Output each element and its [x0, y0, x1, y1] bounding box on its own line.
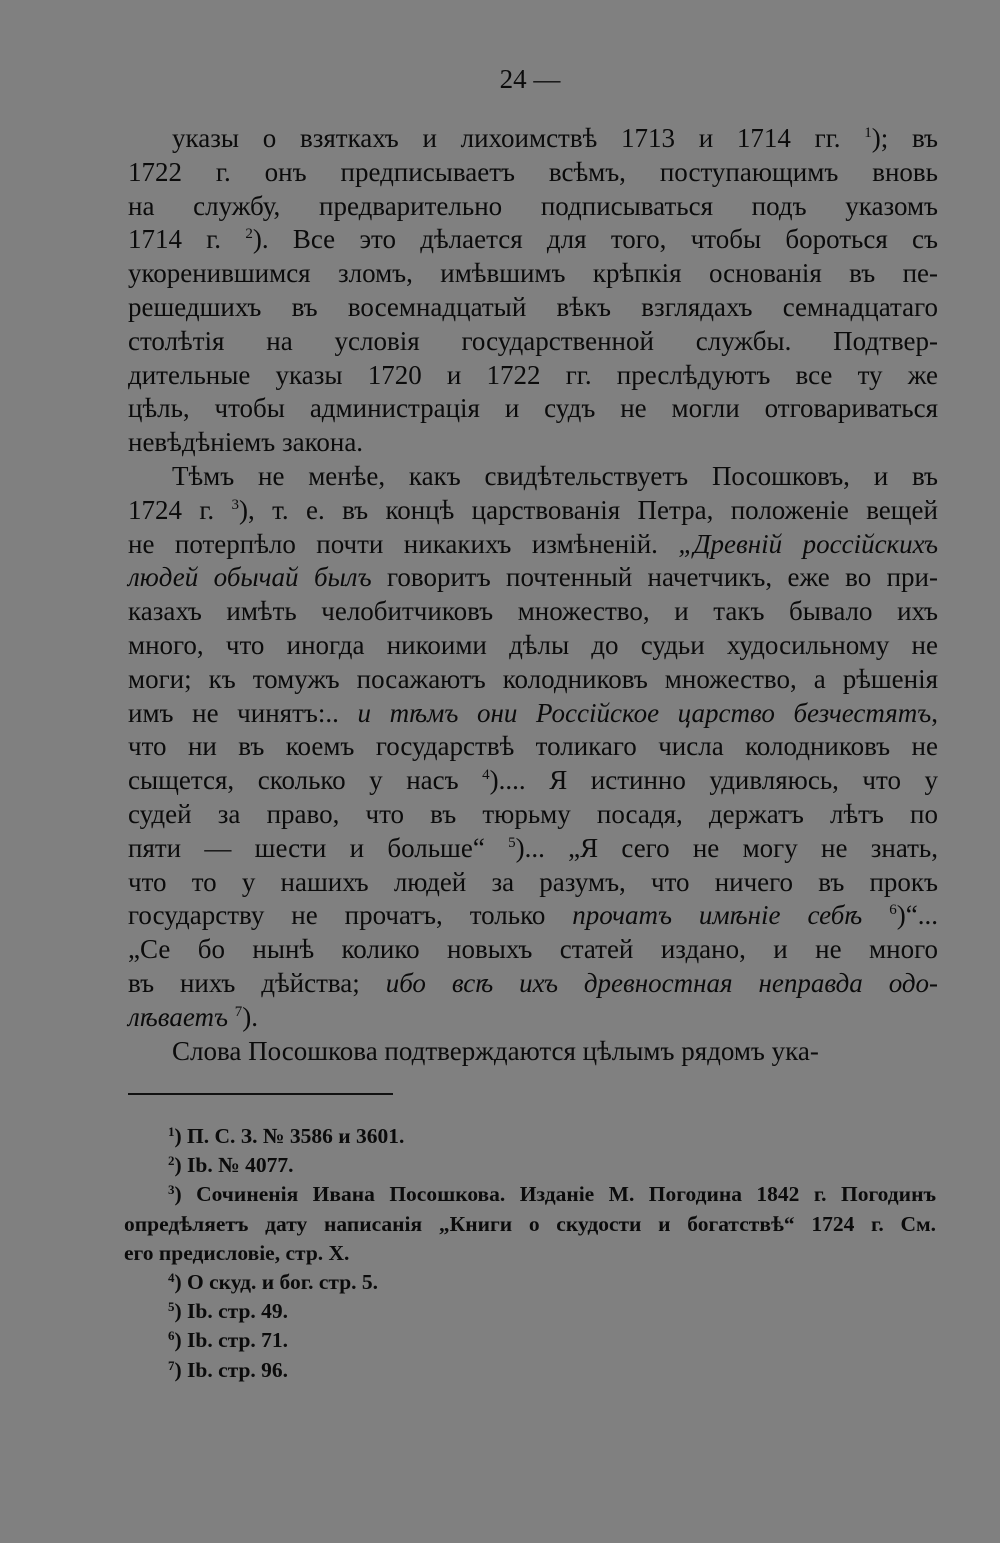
text-line	[128, 967, 938, 1001]
paragraph	[128, 122, 938, 460]
text-segment: говоритъ почтенный начетчикъ, еже во при-	[371, 562, 938, 593]
text-segment: казахъ имѣть челобитчиковъ множество, и такъ бывало ихъ	[128, 596, 938, 627]
text-line	[128, 460, 938, 494]
text-line	[128, 291, 938, 325]
text-segment: ). Все это дѣлается для того, чтобы бороться съ	[252, 224, 938, 255]
footnote-line	[124, 1268, 936, 1297]
footnote-divider	[128, 1093, 393, 1095]
text-segment: укоренившимся зломъ, имѣвшимъ крѣпкія основанія въ пе-	[128, 258, 938, 289]
text-line	[128, 595, 938, 629]
text-line	[128, 663, 938, 697]
footnote-line	[124, 1297, 936, 1326]
footnote	[124, 1297, 936, 1326]
footnote-line	[124, 1356, 936, 1385]
footnote-line	[124, 1326, 936, 1355]
main-text	[128, 122, 938, 1068]
text-segment: дительные указы 1720 и 1722 гг. преслѣдуютъ все ту же	[128, 359, 938, 390]
text-line	[128, 730, 938, 764]
italic-quote: лѣваетъ	[128, 1001, 228, 1032]
text-line	[128, 426, 938, 460]
text-segment: не потерпѣло почти никакихъ измѣненій.	[128, 528, 679, 559]
text-segment: сыщется, сколько у насъ	[128, 765, 483, 796]
text-segment: имъ не чинятъ:..	[128, 697, 358, 728]
text-line	[128, 561, 938, 595]
text-segment: Тѣмъ не менѣе, какъ свидѣтельствуетъ Посошковъ, и въ	[172, 460, 938, 491]
footnote-mark: 7	[168, 1357, 175, 1373]
text-line	[128, 257, 938, 291]
italic-quote: и тѣмъ они Россійское царство безчестятъ	[357, 697, 932, 728]
text-line	[128, 528, 938, 562]
text-line	[128, 764, 938, 798]
text-line	[128, 190, 938, 224]
footnote-text: ) О скуд. и бог. стр. 5.	[174, 1270, 379, 1295]
footnote-text: ) Ib. стр. 96.	[174, 1357, 289, 1382]
italic-quote: людей обычай былъ	[128, 562, 372, 593]
footnote-text: ) Ib. № 4077.	[174, 1153, 294, 1178]
text-segment: ).... Я истинно удивляюсь, что у	[489, 765, 939, 796]
footnote-reference: 2	[245, 226, 253, 243]
text-line	[128, 866, 938, 900]
footnote	[124, 1268, 936, 1297]
text-line	[128, 832, 938, 866]
footnote	[124, 1122, 936, 1151]
footnote-mark: 4	[168, 1270, 175, 1286]
text-segment: Слова Посошкова подтверждаются цѣлымъ рядомъ ука-	[172, 1035, 819, 1066]
text-line	[128, 798, 938, 832]
footnote-mark: 3	[168, 1182, 175, 1198]
text-segment: моги; къ томужъ посажаютъ колодниковъ множество, а рѣшенія	[128, 663, 938, 694]
text-segment: 1714 г.	[128, 224, 246, 255]
footnote-reference: 1	[864, 125, 872, 141]
text-line	[128, 697, 938, 731]
text-line	[128, 629, 938, 663]
text-segment: ,	[931, 697, 938, 728]
page-number: 24 —	[499, 64, 561, 94]
text-line	[128, 325, 938, 359]
paragraph	[128, 1035, 938, 1069]
text-line	[128, 156, 938, 190]
text-line	[128, 122, 938, 156]
text-segment: на службу, предварительно подписываться подъ указомъ	[128, 190, 938, 221]
text-segment: что ни въ коемъ государствѣ толикаго числа колодниковъ не	[128, 731, 938, 762]
text-segment: невѣдѣніемъ закона.	[128, 427, 364, 458]
text-segment: что то у нашихъ людей за разумъ, что ничего въ прокъ	[128, 866, 938, 897]
text-line	[128, 933, 938, 967]
text-segment: решедшихъ въ восемнадцатый вѣкъ взглядахъ семнадцатаго	[128, 291, 938, 322]
text-segment	[228, 1002, 235, 1032]
text-line	[128, 494, 938, 528]
footnote-text: ) Сочиненія Ивана Посошкова. Изданіе М. Погодина 1842 г. Погодинъ	[174, 1182, 936, 1207]
footnote	[124, 1180, 936, 1268]
text-segment: государству не прочатъ, только	[128, 900, 573, 931]
footnote-mark: 5	[168, 1299, 175, 1315]
text-segment: 1722 г. онъ предписываетъ всѣмъ, поступающимъ вновь	[128, 156, 938, 187]
footnote-reference: 6	[889, 902, 897, 919]
text-line	[128, 392, 938, 426]
text-segment: )“...	[896, 900, 939, 931]
footnote-reference: 5	[508, 834, 516, 851]
footnote-reference: 4	[482, 767, 490, 784]
italic-quote: „Древній россійскихъ	[678, 528, 939, 559]
text-segment: ), т. е. въ концѣ царствованія Петра, положеніе вещей	[239, 494, 938, 525]
footnote-line	[124, 1151, 936, 1180]
footnote-mark: 6	[168, 1328, 175, 1344]
text-segment: ).	[242, 1001, 258, 1032]
footnote-line: его предисловіе, стр. X.	[124, 1240, 350, 1265]
paragraph	[128, 460, 938, 1035]
footnote-text: ) Ib. стр. 71.	[174, 1328, 289, 1353]
italic-quote: прочатъ имѣніе себѣ	[572, 900, 863, 931]
text-segment: ); въ	[871, 123, 938, 153]
footnote	[124, 1356, 936, 1385]
text-segment: )... „Я сего не могу не знать,	[515, 832, 938, 863]
text-segment: указы о взяткахъ и лихоимствѣ 1713 и 1714 гг.	[172, 123, 865, 153]
text-segment: въ нихъ дѣйства;	[128, 967, 386, 998]
footnote-reference: 3	[231, 496, 239, 513]
text-segment: столѣтія на условія государственной службы. Подтвер-	[128, 325, 938, 356]
footnote	[124, 1326, 936, 1355]
footnote-text: ) Ib. стр. 49.	[174, 1299, 289, 1324]
text-segment: „Се бо нынѣ колико новыхъ статей издано, и не много	[128, 934, 938, 965]
footnote-line	[124, 1122, 936, 1151]
text-line	[128, 359, 938, 393]
footnote	[124, 1151, 936, 1180]
text-segment: много, что иногда никоими дѣлы до судьи худосильному не	[128, 629, 938, 660]
text-line	[128, 1001, 938, 1035]
text-segment: цѣль, чтобы администрація и судъ не могли отговариваться	[128, 393, 938, 424]
text-line	[128, 223, 938, 257]
footnote-reference: 7	[234, 1003, 243, 1020]
footnote-text: ) П. С. З. № 3586 и 3601.	[174, 1124, 405, 1148]
footnote-line: опредѣляетъ дату написанія „Книги о скудости и богатствѣ“ 1724 г. См.	[124, 1211, 936, 1236]
text-line	[128, 1035, 938, 1069]
text-line	[128, 899, 938, 933]
text-segment: 1724 г.	[128, 494, 232, 525]
text-segment	[862, 900, 889, 930]
footnote-mark: 1	[168, 1124, 175, 1139]
footnote-line	[124, 1180, 936, 1209]
italic-quote: ибо всѣ ихъ древностная неправда одо-	[385, 967, 938, 998]
text-segment: пяти — шести и больше“	[128, 832, 509, 863]
footnote-mark: 2	[168, 1153, 175, 1169]
text-segment: судей за право, что въ тюрьму посадя, держатъ лѣтъ по	[128, 798, 938, 829]
footnotes	[124, 1122, 936, 1385]
